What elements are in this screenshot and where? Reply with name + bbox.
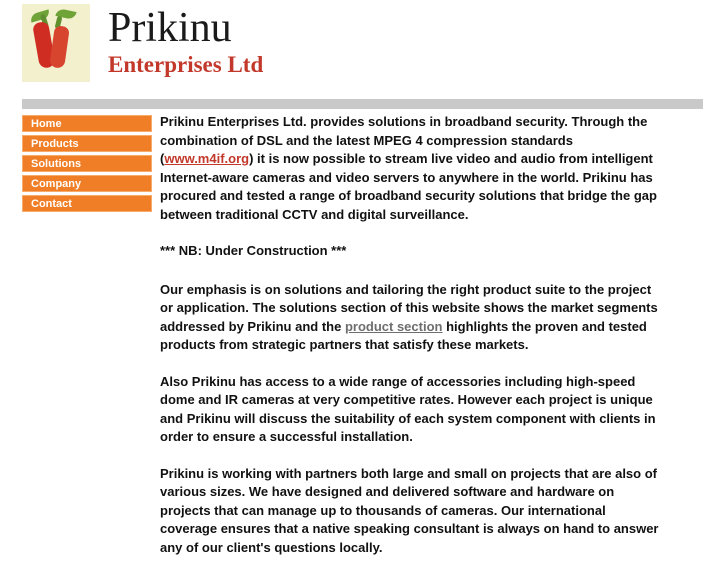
paragraph-notice: *** NB: Under Construction *** — [160, 243, 347, 258]
paragraph-accessories: Also Prikinu has access to a wide range of accessories including high-speed dome and IR cameras at very competitive rates. However each project is unique and Prikinu will discuss the suitability of each system component with clients in order to ensure a successful installation. — [160, 373, 656, 444]
paragraph-emphasis — [160, 281, 662, 355]
brand-name: Prikinu — [108, 5, 232, 51]
nav-item-company[interactable]: Company — [22, 175, 152, 192]
nav-item-solutions[interactable]: Solutions — [22, 155, 152, 172]
header-divider — [22, 99, 703, 109]
chilli-pepper-logo-icon — [22, 4, 90, 82]
intro-text-after-link: ) it is now possible to stream live video and audio from intelligent Internet-aware cameras and video servers to anywhere in the world. Prikinu has procured and tested a range of broadband security solutions that bridge the gap between traditional CCTV and digital surveillance. — [160, 151, 657, 222]
product-section-link[interactable]: product section — [344, 318, 443, 334]
main-content — [160, 113, 662, 575]
main-navigation — [22, 115, 152, 215]
brand-subtitle: Enterprises Ltd — [108, 52, 264, 77]
paragraph-intro — [160, 113, 662, 224]
intro-text-before-link: Prikinu Enterprises Ltd. provides solutions in broadband security. Through the combination of DSL and the latest MPEG 4 compression standards ( — [160, 114, 648, 166]
site-header — [0, 0, 727, 90]
nav-item-contact[interactable]: Contact — [22, 195, 152, 212]
emphasis-text-after-link: highlights the proven and tested products from strategic partners that satisfy these markets. — [160, 318, 647, 352]
emphasis-text-before-link: Our emphasis is on solutions and tailoring the right product suite to the project or application. The solutions section of this website shows the market segments addressed by Prikinu and the — [160, 281, 658, 334]
logo-text — [108, 4, 263, 78]
paragraph-partners: Prikinu is working with partners both large and small on projects that are also of various sizes. We have designed and delivered software and hardware on projects that can manage up to thousands of cameras. Our international coverage ensures that a native speaking consultant is always on hand to answer any of our client's questions locally. — [160, 465, 659, 555]
logo-block[interactable] — [22, 4, 727, 82]
m4if-link[interactable]: www.m4if.org — [164, 151, 250, 166]
nav-item-products[interactable]: Products — [22, 135, 152, 152]
nav-item-home[interactable]: Home — [22, 115, 152, 132]
